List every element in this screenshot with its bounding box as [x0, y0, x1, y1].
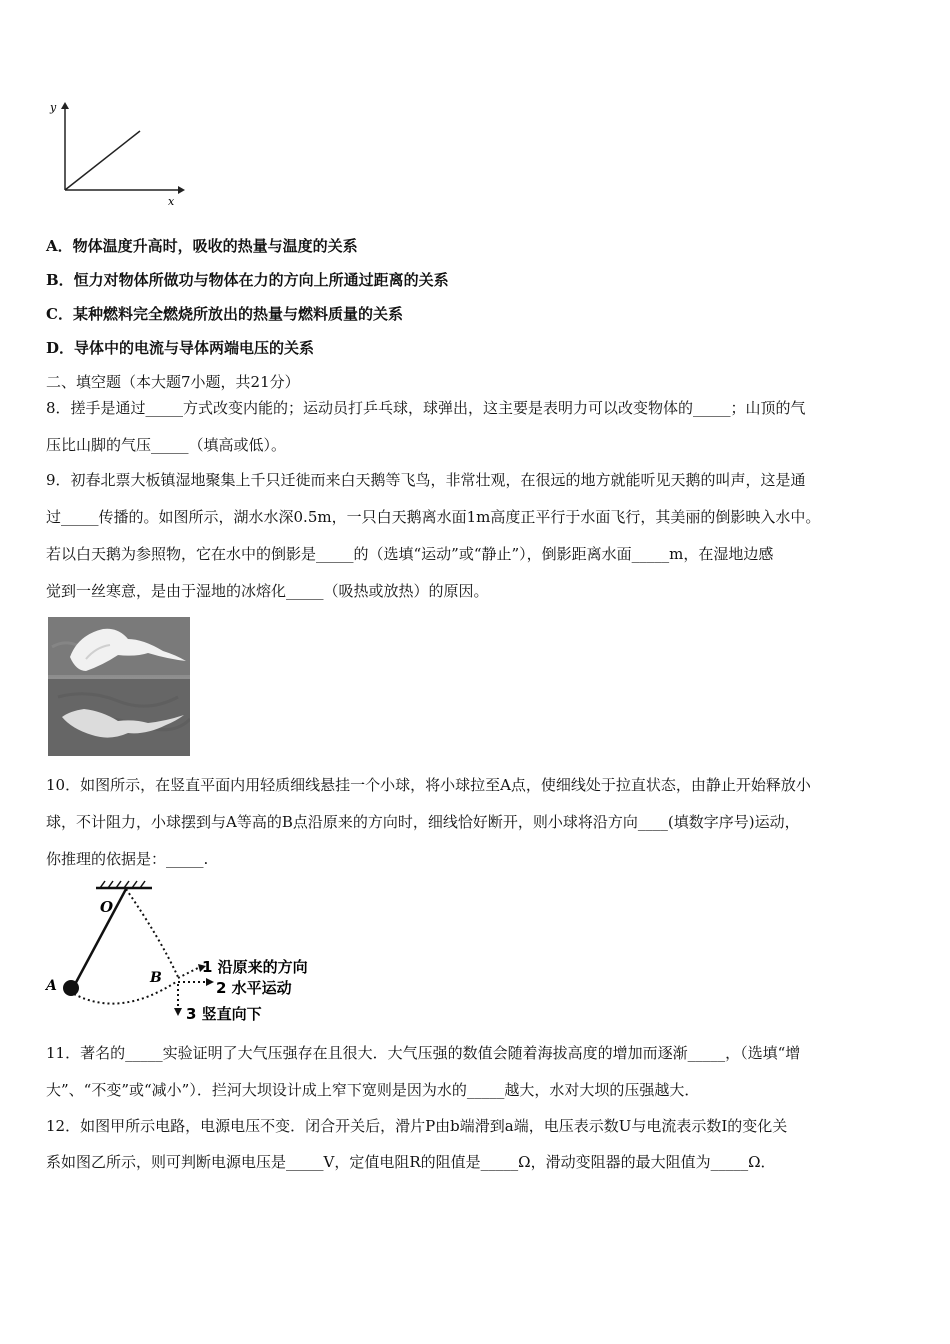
string-at-b: [126, 889, 178, 977]
label-o: O: [100, 898, 114, 916]
dir-3-label: 3 竖直向下: [186, 1005, 262, 1023]
q11-line-2: 大”、“不变”或“减小”）．拦河大坝设计成上窄下宽则是因为水的_____越大，水对大坝的压强越大．: [46, 1081, 700, 1099]
q11-line-1: 11．著名的_____实验证明了大气压强存在且很大．大气压强的数值会随着海拔高度的增加而逐渐_____，（选填“增: [46, 1044, 801, 1062]
q12-line-2: 系如图乙所示，则可判断电源电压是_____V，定值电阻R的阻值是_____Ω，滑动变阻器的最大阻值为_____Ω．: [46, 1153, 776, 1171]
swan-photo-svg: [48, 617, 190, 756]
q9-line-2: 过_____传播的。如图所示，湖水水深0.5m，一只白天鹅离水面1m高度正平行于水面飞行，其美丽的倒影映入水中。: [46, 508, 821, 526]
swan-photo: [48, 617, 190, 756]
q12-line-1: 12．如图甲所示电路，电源电压不变．闭合开关后，滑片P由b端滑到a端，电压表示数U与电流表示数I的变化关: [46, 1117, 788, 1135]
q9-line-1: 9．初春北票大板镇湿地聚集上千只迁徙而来白天鹅等飞鸟，非常壮观，在很远的地方就能听见天鹅的叫声，这是通: [46, 471, 806, 489]
ball: [63, 980, 79, 996]
linear-graph: [40, 95, 190, 210]
label-a: A: [46, 978, 57, 994]
y-axis-label: y: [50, 101, 57, 114]
q8-line-1: 8．搓手是通过_____方式改变内能的；运动员打乒乓球，球弹出，这主要是表明力可以改变物体的_____；山顶的气: [46, 399, 806, 417]
x-axis-arrow: [178, 186, 185, 194]
y-axis-arrow: [61, 102, 69, 109]
q9-line-4: 觉到一丝寒意，是由于湿地的冰熔化_____（吸热或放热）的原因。: [46, 582, 489, 600]
pendulum-svg: [40, 878, 340, 1030]
dir-2-label: 2 水平运动: [216, 979, 292, 997]
arrow-1: [178, 968, 198, 978]
q10-line-1: 10．如图所示，在竖直平面内用轻质细线悬挂一个小球，将小球拉至A点，使细线处于拉直状态，由静止开始释放小: [46, 776, 811, 794]
q8-line-2: 压比山脚的气压_____（填高或低）。: [46, 436, 287, 454]
section-heading: 二、填空题（本大题7小题，共21分）: [46, 373, 300, 391]
label-b: B: [150, 970, 162, 986]
proportional-line: [65, 131, 140, 190]
graph-svg: [40, 95, 190, 210]
q9-line-3: 若以白天鹅为参照物，它在水中的倒影是_____的（选填“运动”或“静止”），倒影距离水面_____m，在湿地边感: [46, 545, 774, 563]
option-b: B．恒力对物体所做功与物体在力的方向上所通过距离的关系: [46, 271, 449, 289]
pendulum-diagram: [40, 878, 340, 1030]
dir-1-label: 1 沿原来的方向: [202, 958, 308, 976]
option-c: C．某种燃料完全燃烧所放出的热量与燃料质量的关系: [46, 305, 403, 323]
q10-line-2: 球，不计阻力，小球摆到与A等高的B点沿原来的方向时，细线恰好断开，则小球将沿方向____(填数字序号)运动，: [46, 813, 800, 831]
q10-line-3: 你推理的依据是：_____.: [46, 850, 209, 868]
option-a: A．物体温度升高时，吸收的热量与温度的关系: [46, 237, 358, 255]
x-axis-label: x: [168, 195, 175, 208]
option-d: D．导体中的电流与导体两端电压的关系: [46, 339, 315, 357]
